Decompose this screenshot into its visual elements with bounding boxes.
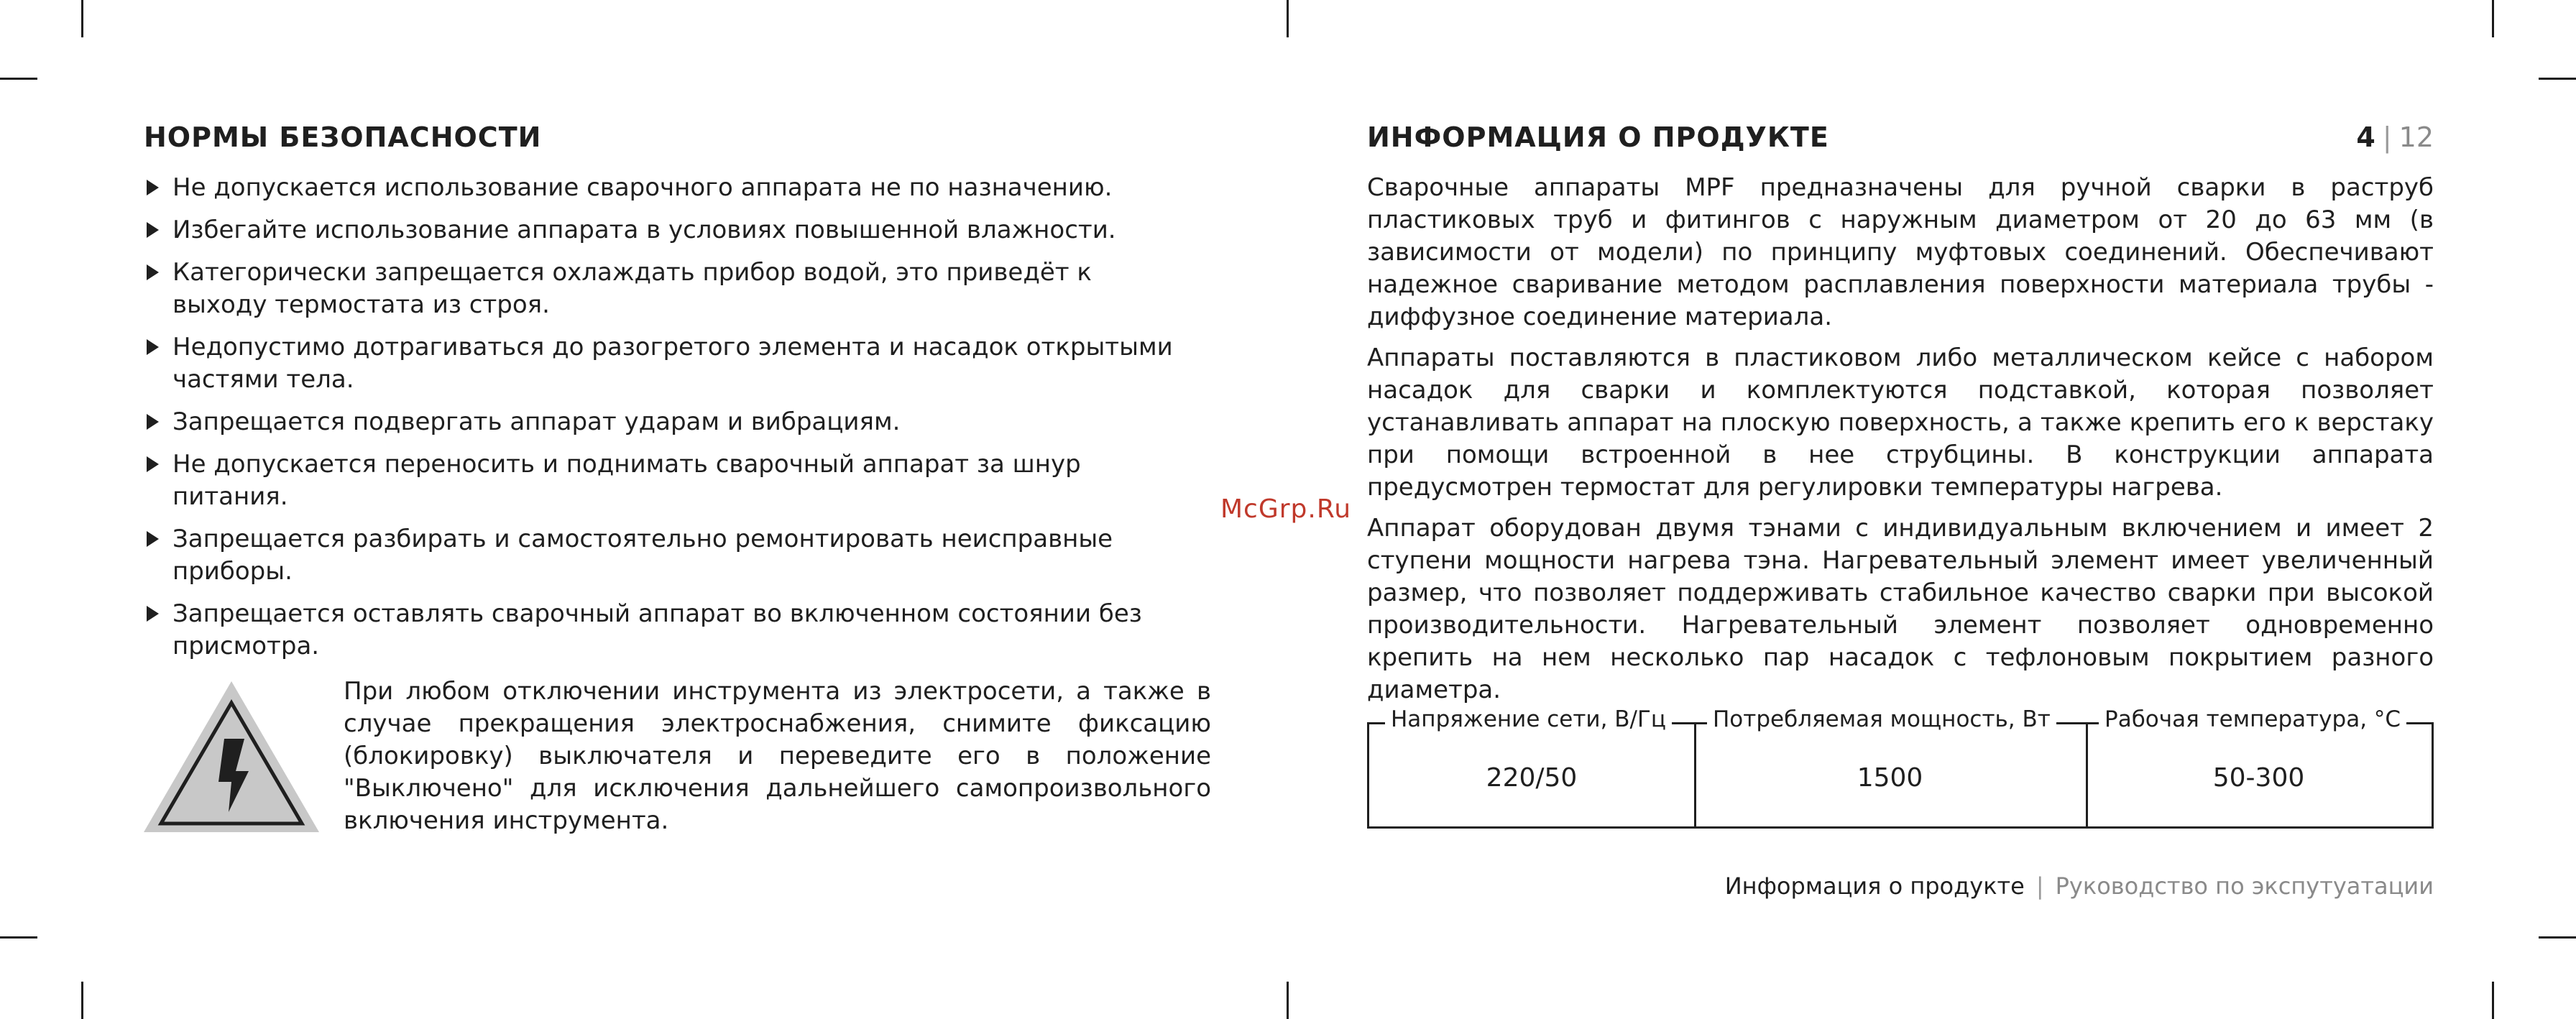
crop-mark — [0, 78, 37, 80]
safety-rules-list — [144, 172, 1211, 663]
rule-text: Запрещается подвергать аппарат ударам и вибрациям. — [172, 407, 901, 436]
crop-mark — [2539, 78, 2576, 80]
footer-section: Информация о продукте — [1724, 872, 2025, 900]
crop-mark — [2492, 982, 2494, 1019]
paragraph: Аппарат оборудован двумя тэнами с индивидуальным включением и имеет 2 ступени мощности нагрева тэна. Нагревательный элемент имеет увеличенный размер, что позволяет поддерживать стабильное качество сварки при высокой производительности. Нагревательный элемент позволяет одновременно крепить на нем несколько пар насадок с тефлоновым покрытием разного диаметра. — [1367, 514, 2434, 704]
rule-text: Недопустимо дотрагиваться до разогретого элемента и насадок открытыми частями тела. — [172, 333, 1173, 394]
page-separator: | — [2382, 121, 2392, 153]
list-item — [144, 214, 1211, 246]
spec-value: 220/50 — [1486, 763, 1578, 793]
bullet-triangle-icon — [147, 222, 159, 238]
crop-mark — [2539, 936, 2576, 939]
spec-value: 1500 — [1857, 763, 1923, 793]
rule-text: Категорически запрещается охлаждать прибор водой, это приведёт к выходу термостата из строя. — [172, 258, 1092, 319]
list-item — [144, 406, 1211, 438]
list-item — [144, 257, 1150, 321]
crop-mark — [81, 0, 83, 37]
spec-cell-voltage — [1369, 706, 1696, 826]
spec-cell-temperature — [2086, 706, 2432, 826]
rule-text: Запрещается разбирать и самостоятельно ремонтировать неисправные приборы. — [172, 525, 1113, 586]
specs-table — [1367, 706, 2434, 829]
bullet-triangle-icon — [147, 264, 159, 280]
footer-separator: | — [2036, 872, 2044, 900]
safety-title: НОРМЫ БЕЗОПАСНОСТИ — [144, 121, 542, 153]
warning-block — [144, 677, 1211, 847]
bullet-triangle-icon — [147, 531, 159, 547]
crop-mark — [2492, 0, 2494, 37]
watermark: McGrp.Ru — [1220, 494, 1352, 524]
page-total: 12 — [2398, 121, 2434, 153]
spec-label: Напряжение сети, В/Гц — [1385, 705, 1672, 734]
spec-cell-power — [1694, 706, 2088, 826]
bullet-triangle-icon — [147, 339, 159, 355]
product-info-title: ИНФОРМАЦИЯ О ПРОДУКТЕ — [1367, 121, 1829, 153]
spec-value: 50-300 — [2212, 763, 2305, 793]
list-item — [144, 172, 1211, 204]
crop-mark — [0, 936, 37, 939]
list-item — [144, 331, 1211, 396]
rule-text: Избегайте использование аппарата в условиях повышенной влажности. — [172, 216, 1116, 244]
list-item — [144, 598, 1236, 663]
rule-text: Не допускается переносить и поднимать сварочный аппарат за шнур питания. — [172, 450, 1081, 511]
warning-text: При любом отключении инструмента из электросети, а также в случае прекращения электроснабжения, снимите фиксацию (блокировку) выключателя и переведите его в положение "Выключено" для исключения дальнейшего самопроизвольного включения инструмента. — [344, 677, 1211, 835]
page-footer — [1725, 870, 2434, 902]
list-item — [144, 523, 1215, 588]
safety-section — [144, 119, 1211, 847]
footer-manual: Руководство по экспутуатации — [2055, 872, 2434, 900]
page-current: 4 — [2356, 121, 2375, 153]
high-voltage-warning-icon — [144, 681, 319, 832]
crop-mark — [1287, 0, 1289, 37]
bullet-triangle-icon — [147, 606, 159, 622]
product-info-section — [1367, 119, 2434, 829]
rule-text: Не допускается использование сварочного аппарата не по назначению. — [172, 173, 1113, 202]
bullet-triangle-icon — [147, 414, 159, 430]
spec-label: Рабочая температура, °С — [2099, 705, 2406, 734]
list-item — [144, 448, 1179, 513]
paragraph: Сварочные аппараты MPF предназначены для ручной сварки в раструб пластиковых труб и фитингов с наружным диаметром от 20 до 63 мм (в зависимости от модели) по принципу муфтовых соединений. Обеспечивают надежное сваривание методом расплавления поверхности материала трубы - диффузное соединение материала. — [1367, 173, 2434, 331]
crop-mark — [81, 982, 83, 1019]
rule-text: Запрещается оставлять сварочный аппарат во включенном состоянии без присмотра. — [172, 599, 1142, 660]
crop-mark — [1287, 982, 1289, 1019]
spec-label: Потребляемая мощность, Вт — [1707, 705, 2056, 734]
bullet-triangle-icon — [147, 180, 159, 195]
paragraph: Аппараты поставляются в пластиковом либо металлическом кейсе с набором насадок для сварки и комплектуются подставкой, которая позволяет устанавливать аппарат на плоскую поверхность, а также крепить его к верстаку при помощи встроенной в нее струбцины. В конструкции аппарата предусмотрен термостат для регулировки температуры нагрева. — [1367, 343, 2434, 502]
bullet-triangle-icon — [147, 456, 159, 472]
